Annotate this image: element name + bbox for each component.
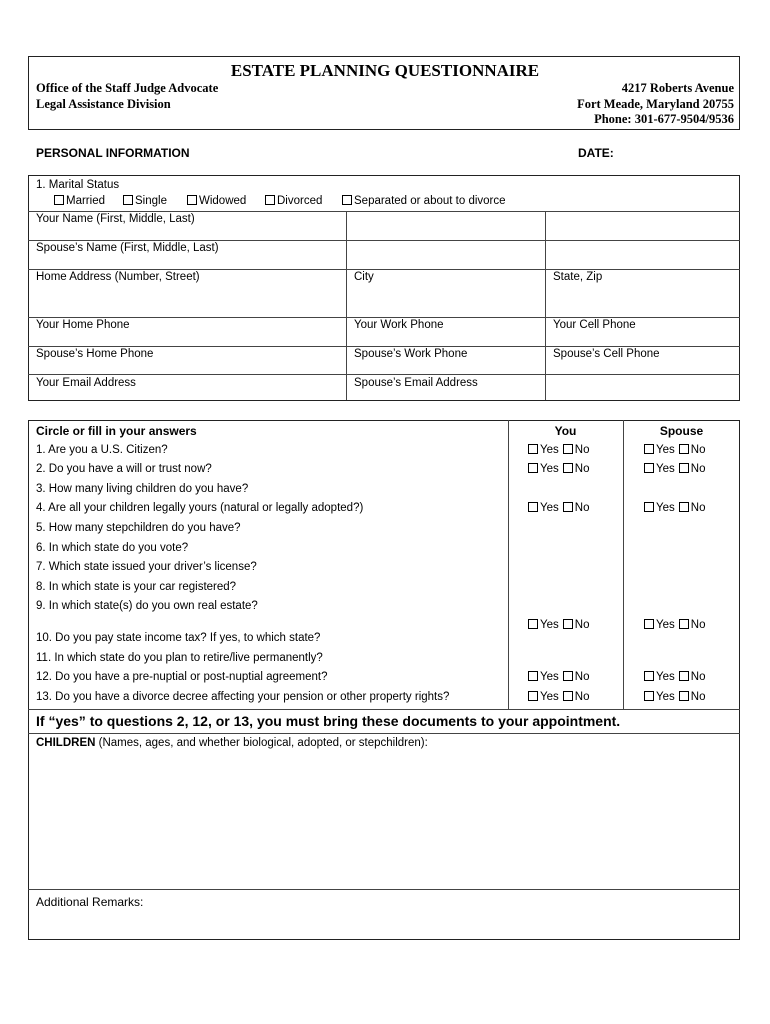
- marital-status-label: 1. Marital Status: [36, 179, 120, 191]
- marital-option-married[interactable]: Married: [54, 195, 105, 207]
- your-cell-phone-field[interactable]: Your Cell Phone: [553, 319, 636, 331]
- documents-notice: If “yes” to questions 2, 12, or 13, you must bring these documents to your appointment.: [36, 713, 621, 729]
- checkbox-icon[interactable]: [123, 195, 133, 205]
- your-email-field[interactable]: Your Email Address: [36, 377, 136, 389]
- answer-spouse-q2[interactable]: Yes No: [644, 463, 705, 475]
- checkbox-icon[interactable]: [528, 444, 538, 454]
- question-13: 13. Do you have a divorce decree affecting your pension or other property rights?: [36, 691, 450, 703]
- your-home-phone-field[interactable]: Your Home Phone: [36, 319, 130, 331]
- checkbox-icon[interactable]: [528, 671, 538, 681]
- checkbox-icon[interactable]: [644, 502, 654, 512]
- answer-spouse-q1[interactable]: Yes No: [644, 444, 705, 456]
- checkbox-icon[interactable]: [679, 463, 689, 473]
- city-field[interactable]: City: [354, 271, 374, 283]
- spouse-home-phone-field[interactable]: Spouse’s Home Phone: [36, 348, 154, 360]
- checkbox-icon[interactable]: [563, 671, 573, 681]
- checkbox-icon[interactable]: [563, 691, 573, 701]
- checkbox-icon[interactable]: [563, 619, 573, 629]
- your-name-field[interactable]: Your Name (First, Middle, Last): [36, 213, 195, 225]
- column-you-header: You: [554, 424, 577, 438]
- question-12: 12. Do you have a pre-nuptial or post-nuptial agreement?: [36, 671, 328, 683]
- answer-you-q1[interactable]: Yes No: [528, 444, 589, 456]
- marital-option-widowed[interactable]: Widowed: [187, 195, 246, 207]
- address-phone: Phone: 301-677-9504/9536: [594, 112, 734, 126]
- checkbox-icon[interactable]: [54, 195, 64, 205]
- address-street: 4217 Roberts Avenue: [621, 81, 734, 95]
- question-2: 2. Do you have a will or trust now?: [36, 463, 212, 475]
- checkbox-icon[interactable]: [679, 619, 689, 629]
- spouse-work-phone-field[interactable]: Spouse’s Work Phone: [354, 348, 468, 360]
- answer-spouse-q10[interactable]: Yes No: [644, 619, 705, 631]
- checkbox-icon[interactable]: [563, 444, 573, 454]
- checkbox-icon[interactable]: [563, 463, 573, 473]
- office-name: Office of the Staff Judge Advocate: [36, 81, 219, 95]
- column-spouse-header: Spouse: [659, 424, 704, 438]
- checkbox-icon[interactable]: [528, 691, 538, 701]
- question-4: 4. Are all your children legally yours (natural or legally adopted?): [36, 502, 364, 514]
- checkbox-icon[interactable]: [644, 444, 654, 454]
- checkbox-icon[interactable]: [644, 671, 654, 681]
- marital-option-separated[interactable]: Separated or about to divorce: [342, 195, 506, 207]
- question-9: 9. In which state(s) do you own real estate?: [36, 600, 258, 612]
- spouse-name-field[interactable]: Spouse’s Name (First, Middle, Last): [36, 242, 219, 254]
- question-11: 11. In which state do you plan to retire/live permanently?: [36, 652, 323, 664]
- checkbox-icon[interactable]: [342, 195, 352, 205]
- question-8: 8. In which state is your car registered?: [36, 581, 237, 593]
- checkbox-icon[interactable]: [679, 691, 689, 701]
- children-hint: (Names, ages, and whether biological, adopted, or stepchildren):: [95, 737, 428, 749]
- question-6: 6. In which state do you vote?: [36, 542, 189, 554]
- checkbox-icon[interactable]: [679, 444, 689, 454]
- checkbox-icon[interactable]: [187, 195, 197, 205]
- questions-heading: Circle or fill in your answers: [36, 424, 197, 438]
- question-3: 3. How many living children do you have?: [36, 483, 249, 495]
- marital-option-divorced[interactable]: Divorced: [265, 195, 322, 207]
- office-division: Legal Assistance Division: [36, 97, 171, 111]
- home-address-field[interactable]: Home Address (Number, Street): [36, 271, 200, 283]
- your-work-phone-field[interactable]: Your Work Phone: [354, 319, 444, 331]
- checkbox-icon[interactable]: [644, 463, 654, 473]
- answer-you-q13[interactable]: Yes No: [528, 691, 589, 703]
- checkbox-icon[interactable]: [563, 502, 573, 512]
- state-zip-field[interactable]: State, Zip: [553, 271, 603, 283]
- question-5: 5. How many stepchildren do you have?: [36, 522, 241, 534]
- checkbox-icon[interactable]: [679, 671, 689, 681]
- checkbox-icon[interactable]: [265, 195, 275, 205]
- checkbox-icon[interactable]: [644, 619, 654, 629]
- checkbox-icon[interactable]: [528, 502, 538, 512]
- children-label: CHILDREN: [36, 737, 96, 749]
- page-title: ESTATE PLANNING QUESTIONNAIRE: [230, 61, 540, 80]
- marital-option-single[interactable]: Single: [123, 195, 167, 207]
- answer-you-q12[interactable]: Yes No: [528, 671, 589, 683]
- answer-spouse-q13[interactable]: Yes No: [644, 691, 705, 703]
- checkbox-icon[interactable]: [679, 502, 689, 512]
- children-field[interactable]: [36, 737, 428, 749]
- answer-spouse-q4[interactable]: Yes No: [644, 502, 705, 514]
- question-7: 7. Which state issued your driver’s license?: [36, 561, 257, 573]
- answer-you-q2[interactable]: Yes No: [528, 463, 589, 475]
- answer-you-q10[interactable]: Yes No: [528, 619, 589, 631]
- personal-info-table: [28, 175, 740, 401]
- spouse-email-field[interactable]: Spouse’s Email Address: [354, 377, 478, 389]
- personal-info-heading: PERSONAL INFORMATION: [36, 146, 190, 160]
- additional-remarks-field[interactable]: Additional Remarks:: [36, 895, 144, 909]
- spouse-cell-phone-field[interactable]: Spouse’s Cell Phone: [553, 348, 660, 360]
- checkbox-icon[interactable]: [644, 691, 654, 701]
- address-city: Fort Meade, Maryland 20755: [577, 97, 734, 111]
- checkbox-icon[interactable]: [528, 619, 538, 629]
- date-label: DATE:: [578, 146, 614, 160]
- question-1: 1. Are you a U.S. Citizen?: [36, 444, 168, 456]
- question-10: 10. Do you pay state income tax? If yes, to which state?: [36, 632, 321, 644]
- answer-you-q4[interactable]: Yes No: [528, 502, 589, 514]
- answer-spouse-q12[interactable]: Yes No: [644, 671, 705, 683]
- checkbox-icon[interactable]: [528, 463, 538, 473]
